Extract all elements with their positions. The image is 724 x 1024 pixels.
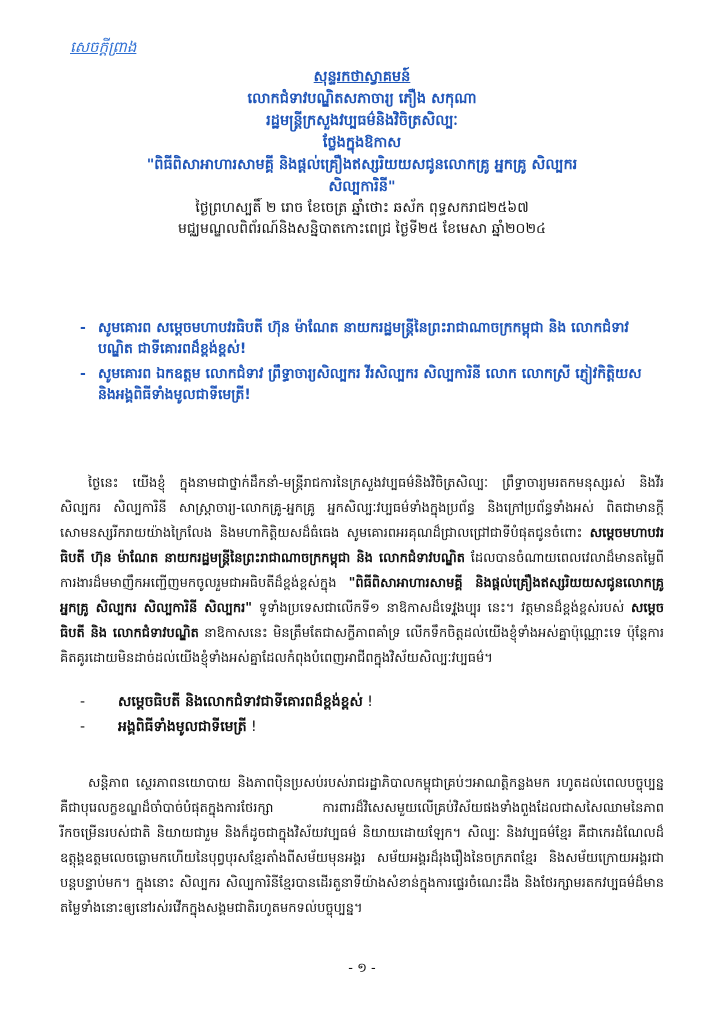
venue-date: មជ្ឈមណ្ឌលពិព័រណ៍និងសន្និបាតកោះពេជ្រ ថ្ងៃទី២៥ ខែមេសា ឆ្នាំ២០២៤: [178, 221, 546, 237]
speaker-name: លោកជំទាវបណ្ឌិតសភាចារ្យ ភឿង សកុណា: [247, 91, 477, 107]
speech-title: សុន្ទរកថាស្វាគមន៍: [313, 69, 411, 85]
paragraph-2: សន្តិភាព ស្ថេរភាពនយោបាយ និងភាពប៉ិនប្រសប់របស់រាជរដ្ឋាភិបាលកម្ពុជាគ្រប់ៗអាណត្តិកន្លងមក រហូតដល់ពេលបច្ចុប្បន្ន គឺជាបុរេលក្ខខណ្ឌដ៏ចាំបាច់បំផុតក្នុងការថែរក្សា ការពារដ៏វិសេសមួយលើគ្រប់វិស័យផងទាំងពួងដែលជាសសៃឈាមនៃភាពរីកចម្រើនរបស់ជាតិ និយាយជារួម និងក៏ដូចជាក្នុងវិស័យវប្បធម៌ និយាយដោយឡែក។ សិល្បៈ និងវប្បធម៌ខ្មែរ គឺជាកេរដំណែលដ៏ឧត្តុង្គឧត្តមលេចធ្លោមកហើយនៃបុព្វបុរសខ្មែរតាំងពីសម័យមុនអង្គរ សម័យអង្គរដ៏រុងរឿងនៃចក្រភពខ្មែរ និងសម័យក្រោយអង្គរជាបន្តបន្ទាប់មក។ ក្នុងនោះ សិល្បករ សិល្បការិនីខ្មែរបានដើរតួនាទីយ៉ាងសំខាន់ក្នុងការផ្ទេរចំណេះដឹង និងថែរក្សាមរតកវប្បធម៌ដ៏មានតម្លៃទាំងនោះឲ្យនៅរស់រវើកក្នុងសង្គមជាតិរហូតមកទល់បច្ចុប្បន្ន។: [60, 776, 664, 916]
bullet-item: - សម្តេចធិបតី និងលោកជំទាវជាទីគោរពដ៏ខ្ពង់ខ្ពស់ !: [80, 694, 373, 710]
greeting-item: - សូមគោរព ឯកឧត្តម លោកជំទាវ ព្រឹទ្ធាចារ្យសិល្បករ វីរសិល្បករ សិល្បការិនី លោក លោកស្រី ភ្ញៀវកិត្តិយស និងអង្គពិធីទាំងមូលជាទីមេត្រី!: [80, 366, 642, 403]
paragraph-1: ថ្ងៃនេះ យើងខ្ញុំ ក្នុងនាមជាថ្នាក់ដឹកនាំ-មន្ត្រីរាជការនៃក្រសួងវប្បធម៌និងវិចិត្រសិល្បៈ ព្រឹទ្ធាចារ្យមរតកមនុស្សរស់ និងវីរសិល្បករ សិល្បការិនី សាស្ត្រាចារ្យ-លោកគ្រូ-អ្នកគ្រូ អ្នកសិល្បៈវប្បធម៌ទាំងក្នុងប្រព័ន្ធ និងក្រៅប្រព័ន្ធទាំងអស់ ពិតជាមានក្តីសោមនស្សរីករាយយ៉ាងក្រៃលែង និងមហាកិត្តិយសដ៏ធំធេង សូមគោរពអរគុណដ៏ជ្រាលជ្រៅជាទីបំផុតជូនចំពោះ សម្តេចមហាបវរធិបតី ហ៊ុន ម៉ាណែត នាយករដ្ឋមន្ត្រីនៃព្រះរាជាណាចក្រកម្ពុជា និង លោកជំទាវបណ្ឌិត ដែលបានចំណាយពេលវេលាដ៏មានតម្លៃពីការងារដ៏មមាញឹកអញ្ជើញមកចូលរួមជាអធិបតីដ៏ខ្ពង់ខ្ពស់ក្នុង "ពិធីពិសាអាហារសាមគ្គី និងផ្តល់គ្រឿងឥស្សរិយយសជូនលោកគ្រូ អ្នកគ្រូ សិល្បករ សិល្បការិនី សិល្បករ" ទូទាំងប្រទេសជាលើកទី១ នាឱកាសដ៏ទេវ្តុងប្បុរ នេះ។ វត្តមានដ៏ខ្ពង់ខ្ពស់របស់ សម្តេចធិបតី និង លោកជំទាវបណ្ឌិត នាឱកាសនេះ មិនត្រឹមតែជាសក្ខីភាពគាំទ្រ លើកទឹកចិត្តដល់យើងខ្ញុំទាំងអស់គ្នាប៉ុណ្ណោះទេ ប៉ុន្តែការគិតគូរដោយមិនដាច់ដល់យើងខ្ញុំទាំងអស់គ្នាដែលកំពុងបំពេញអាជីពក្នុងវិស័យសិល្បៈវប្បធម៌។: [60, 476, 665, 666]
salutation-bullets: [80, 690, 640, 740]
occasion-intro: ថ្លែងក្នុងឱកាស: [322, 135, 402, 151]
event-name-line2: សិល្បការិនី": [328, 179, 396, 195]
speaker-position: រដ្ឋមន្ត្រីក្រសួងវប្បធម៌និងវិចិត្រសិល្បៈ: [266, 113, 458, 129]
page-number: - ១ -: [348, 961, 376, 976]
event-name-line1: "ពិធីពិសាអាហារសាមគ្គី និងផ្តល់គ្រឿងឥស្សរិយយសជូនលោកគ្រូ អ្នកគ្រូ សិល្បករ: [146, 157, 578, 173]
draft-label: សេចក្តីព្រាង: [70, 38, 137, 56]
bullet-item: - អង្គពិធីទាំងមូលជាទីមេត្រី !: [80, 719, 257, 735]
lunar-date: ថ្ងៃព្រហស្បតិ៍ ២ រោច ខែចេត្រ ឆ្នាំថោះ ឆស័ក ពុទ្ធសករាជ២៥៦៧: [195, 200, 529, 216]
greeting-item: - សូមគោរព សម្តេចមហាបវរធិបតី ហ៊ុន ម៉ាណែត នាយករដ្ឋមន្ត្រីនៃព្រះរាជាណាចក្រកម្ពុជា និង លោកជំទាវបណ្ឌិត ជាទីគោរពដ៏ខ្ពង់ខ្ពស់!: [80, 320, 629, 357]
greetings-list: [80, 318, 660, 410]
speech-header: [60, 66, 664, 240]
